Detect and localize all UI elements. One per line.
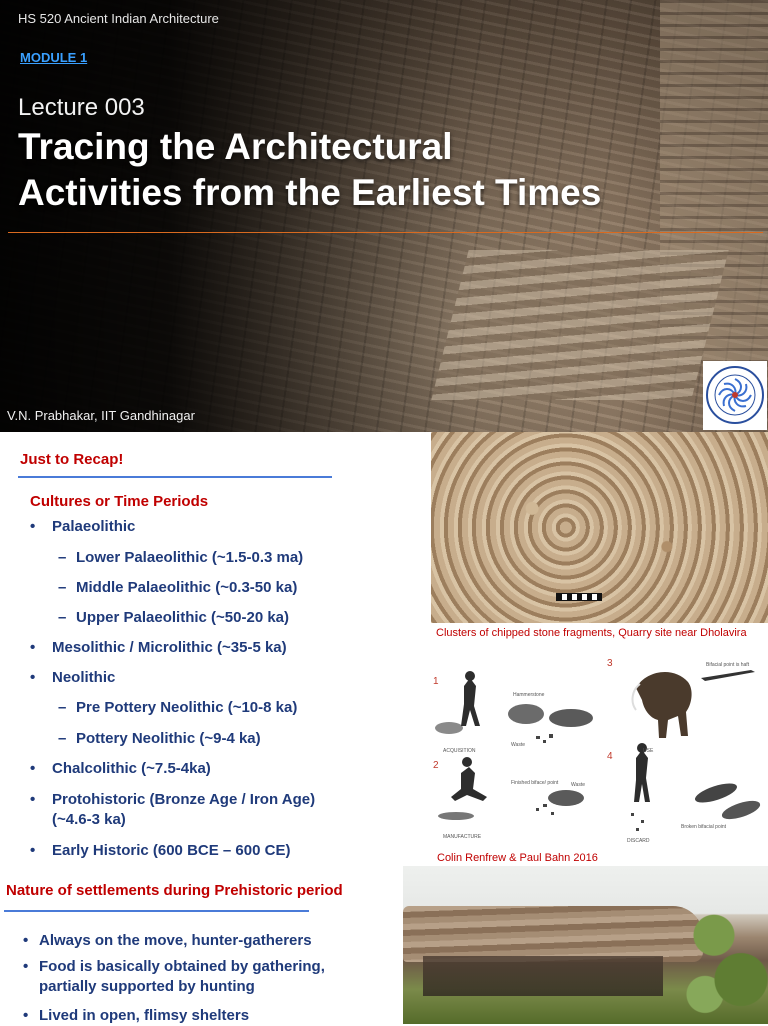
recap-underline [18,476,332,478]
title-divider [8,232,763,233]
list-item [30,668,116,688]
nature-heading: Nature of settlements during Prehistoric period [6,882,343,899]
dash-marker: – [58,699,67,716]
diagram-label: ACQUISITION [443,748,476,754]
dash-marker: – [58,549,67,566]
list-item [58,729,261,749]
list-item-text: Protohistoric (Bronze Age / Iron Age) [52,791,316,808]
diagram-label: Hammerstone [513,692,545,698]
list-item [30,517,136,537]
bullet-marker: • [30,760,36,777]
list-item-text: Upper Palaeolithic (~50-20 ka) [76,609,290,626]
course-title: HS 520 Ancient Indian Architecture [18,11,219,26]
nature-underline [4,910,309,912]
list-item-text: Lower Palaeolithic (~1.5-0.3 ma) [76,549,304,566]
photo-scale-bar [556,593,602,601]
diagram-illustration [431,648,768,848]
step-number: 4 [607,751,613,762]
bullet-marker: • [30,518,36,535]
tool-lifecycle-diagram [431,648,768,848]
rock-shadow [423,956,663,996]
rock-overhang [403,906,703,962]
list-item [30,841,291,861]
lecture-number: Lecture 003 [18,94,145,121]
list-item-text: Mesolithic / Microlithic (~35-5 ka) [52,639,287,656]
list-item-text: Always on the move, hunter-gatherers [39,932,312,949]
list-item: • Always on the move, hunter-gatherers [23,932,312,949]
list-item: • Food is basically obtained by gathering, [23,958,325,975]
dash-marker: – [58,730,67,747]
diagram-label: Waste [571,782,585,788]
diagram-label: USE [643,748,654,754]
list-item-text: Lived in open, flimsy shelters [39,1007,250,1024]
list-item [58,698,298,718]
diagram-label: MANUFACTURE [443,834,482,840]
list-item [58,548,304,568]
title-hero-photo [0,0,768,432]
recap-heading: Just to Recap! [20,451,124,468]
author-credit: V.N. Prabhakar, IIT Gandhinagar [7,408,195,423]
dash-marker: – [58,609,67,626]
list-item-text: (~4.6-3 ka) [52,811,126,828]
bullet-marker: • [30,669,36,686]
list-item-text: Early Historic (600 BCE – 600 CE) [52,842,291,859]
list-item: • Lived in open, flimsy shelters [23,1007,250,1024]
rock-shelter-photo [403,866,768,1024]
step-number: 3 [607,658,613,669]
list-item [58,578,298,598]
iit-gandhinagar-logo [703,361,767,430]
list-item [30,759,211,779]
diagram-label: Bifacial point is haft [706,662,750,668]
list-item-text: Food is basically obtained by gathering, [39,958,325,975]
diagram-label: Broken bifacial point [681,824,727,830]
vegetation [678,876,768,1024]
stepwell-stairs-texture [431,250,728,400]
title-line-2: Activities from the Earliest Times [18,172,602,213]
list-item-continuation [39,977,255,997]
list-item [58,608,290,628]
list-item [30,790,316,810]
list-item-text: Palaeolithic [52,518,136,535]
list-item-continuation [52,810,126,830]
diagram-label: Waste [511,742,525,748]
step-number: 2 [433,760,439,771]
list-item-text: partially supported by hunting [39,978,255,995]
photo-caption: Clusters of chipped stone fragments, Quarry site near Dholavira [436,627,747,639]
diagram-credit: Colin Renfrew & Paul Bahn 2016 [437,852,598,864]
bullet-marker: • [30,639,36,656]
step-number: 1 [433,676,439,687]
list-item-text: Middle Palaeolithic (~0.3-50 ka) [76,579,298,596]
cultures-subheading: Cultures or Time Periods [30,493,209,510]
title-line-1: Tracing the Architectural [18,126,453,167]
module-link[interactable]: MODULE 1 [20,50,88,65]
bullet-marker: • [30,791,36,808]
lecture-title [18,124,738,216]
dash-marker: – [58,579,67,596]
list-item-text: Neolithic [52,669,116,686]
list-item-text: Pre Pottery Neolithic (~10-8 ka) [76,699,298,716]
bullet-marker: • [30,842,36,859]
list-item-text: Pottery Neolithic (~9-4 ka) [76,730,261,747]
diagram-label: DISCARD [627,838,650,844]
diagram-label: Finished biface/ point [511,780,559,786]
list-item-text: Chalcolithic (~7.5-4ka) [52,760,211,777]
list-item [30,638,287,658]
